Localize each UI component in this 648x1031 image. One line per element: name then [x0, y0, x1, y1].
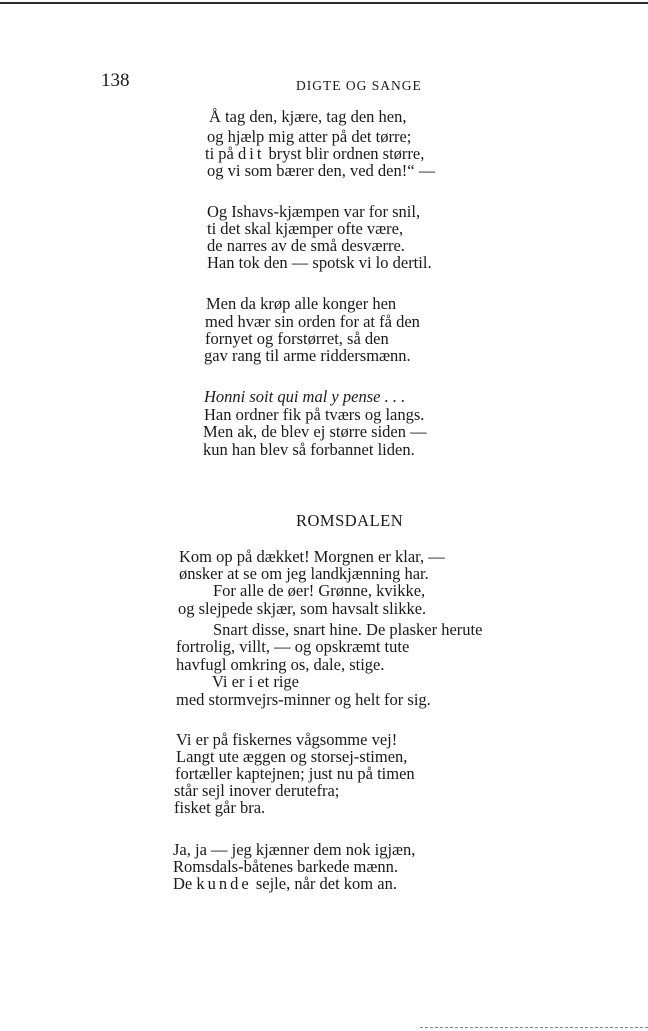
verse-line: Å tag den, kjære, tag den hen,: [209, 107, 407, 126]
page-number: 138: [101, 70, 130, 91]
verse-line: med stormvejrs-minner og helt for sig.: [176, 690, 431, 709]
verse-line: Men ak, de blev ej større siden —: [203, 422, 427, 441]
verse-line: ti det skal kjæmper ofte være,: [207, 219, 404, 238]
verse-line: kun han blev så forbannet liden.: [203, 440, 415, 459]
verse-line: Og Ishavs-kjæmpen var for snil,: [207, 202, 421, 221]
verse-line: Ja, ja — jeg kjænner dem nok igjæn,: [173, 840, 416, 859]
verse-line: Han ordner fik på tværs og langs.: [204, 405, 425, 424]
bottom-page-edge: [420, 1027, 648, 1029]
verse-line: Romsdals-båtenes barkede mænn.: [173, 857, 398, 876]
verse-line: gav rang til arme riddersmænn.: [204, 346, 411, 365]
verse-line: Honni soit qui mal y pense . . .: [204, 387, 406, 406]
verse-line: Kom op på dækket! Morgnen er klar, —: [179, 547, 445, 566]
verse-text: sejle, når det kom an.: [255, 874, 397, 893]
verse-text: bryst blir ordnen større,: [268, 144, 425, 163]
verse-line: Vi er i et rige: [212, 672, 299, 691]
verse-line: fortrolig, villt, — og opskræmt tute: [176, 637, 410, 656]
top-page-edge: [0, 2, 648, 4]
poem-title: ROMSDALEN: [296, 511, 404, 530]
verse-line: de narres av de små desværre.: [207, 236, 405, 255]
verse-line: Han tok den — spotsk vi lo dertil.: [207, 253, 432, 272]
verse-line: [173, 875, 397, 893]
verse-line: og hjælp mig atter på det tørre;: [207, 127, 412, 146]
verse-line: For alle de øer! Grønne, kvikke,: [213, 581, 426, 600]
verse-line: Men da krøp alle konger hen: [206, 294, 397, 313]
verse-line: fornyet og forstørret, så den: [205, 329, 389, 348]
verse-text: De: [173, 874, 193, 893]
verse-line: Snart disse, snart hine. De plasker herute: [213, 620, 483, 639]
verse-text: ti på: [205, 144, 234, 163]
verse-line: fortæller kaptejnen; just nu på timen: [175, 764, 415, 783]
verse-line: Vi er på fiskernes vågsomme vej!: [176, 730, 398, 749]
verse-line: havfugl omkring os, dale, stige.: [176, 655, 385, 674]
emphasized-word: kunde: [196, 874, 252, 893]
verse-line: og slejpede skjær, som havsalt slikke.: [178, 599, 427, 618]
emphasized-word: dit: [238, 144, 265, 163]
verse-line: fisket går bra.: [174, 798, 266, 817]
verse-line: Langt ute æggen og storsej-stimen,: [176, 747, 408, 766]
running-head: DIGTE OG SANGE: [296, 78, 422, 93]
verse-line: og vi som bærer den, ved den!“ —: [207, 161, 436, 180]
verse-line: står sejl inover derutefra;: [174, 781, 340, 800]
verse-line: ønsker at se om jeg landkjænning har.: [179, 564, 429, 583]
verse-line: med hvær sin orden for at få den: [205, 312, 420, 331]
